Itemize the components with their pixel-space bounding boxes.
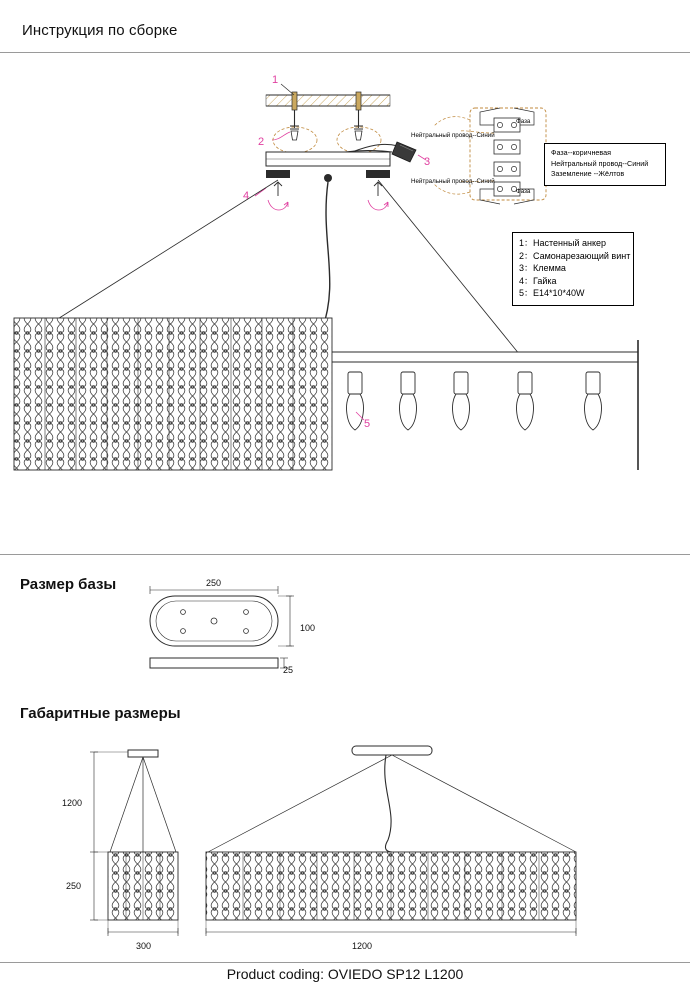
mounting-base-plate (266, 144, 398, 166)
page-title: Инструкция по сборке (22, 22, 178, 39)
dimension-base-depth: 100 (300, 623, 316, 633)
nut-group (255, 170, 390, 210)
callout-1: 1 (272, 74, 279, 86)
base-plan-view (150, 586, 294, 668)
callout-3: 3 (424, 156, 431, 168)
self-tapping-screws (290, 110, 363, 140)
wiring-legend-item-1: Фаза--коричневая (551, 148, 612, 157)
wire-label-phase-top: Фаза (516, 118, 531, 125)
dimension-body-height: 250 (66, 881, 82, 891)
parts-legend (512, 232, 634, 306)
wire-label-phase-bottom: Фаза (516, 188, 531, 195)
dimension-base-height: 25 (283, 665, 294, 675)
wire-label-neutral-bottom: Нейтральный провод--Синий (411, 178, 495, 185)
wiring-legend-item-2: Нейтральный провод--Синий (551, 158, 649, 168)
parts-legend-item-3: 3：Клемма (519, 263, 566, 274)
ceiling-plate (266, 95, 390, 106)
dimension-body-depth: 300 (136, 941, 152, 951)
parts-legend-item-1: 1：Настенный анкер (519, 238, 606, 248)
section-heading-base-size: Размер базы (20, 576, 117, 593)
parts-legend-item-5: 5：E14*10*40W (519, 288, 585, 299)
callout-2: 2 (258, 136, 265, 148)
overall-front-view (206, 746, 576, 936)
wire-label-neutral-top: Нейтральный провод--Синий (411, 132, 495, 139)
dimension-body-width: 1200 (352, 941, 373, 951)
wiring-legend-item-3: Заземление --Жёлтов (551, 169, 625, 178)
terminal-block (392, 142, 416, 162)
product-coding: Product coding: OVIEDO SP12 L1200 (226, 966, 464, 982)
wiring-legend (544, 143, 666, 186)
callout-5: 5 (364, 418, 371, 430)
dimension-drop-height: 1200 (62, 798, 83, 808)
chandelier-body (14, 318, 638, 470)
dimension-base-width: 250 (206, 578, 222, 588)
lamp-group (347, 372, 602, 430)
parts-legend-item-2: 2：Самонарезающий винт (519, 250, 631, 261)
overall-side-view (90, 750, 178, 936)
callout-4: 4 (243, 190, 250, 202)
divider-middle (0, 554, 690, 555)
section-heading-overall-size: Габаритные размеры (20, 705, 181, 722)
divider-bottom (0, 962, 690, 963)
parts-legend-item-4: 4：Гайка (519, 275, 557, 286)
